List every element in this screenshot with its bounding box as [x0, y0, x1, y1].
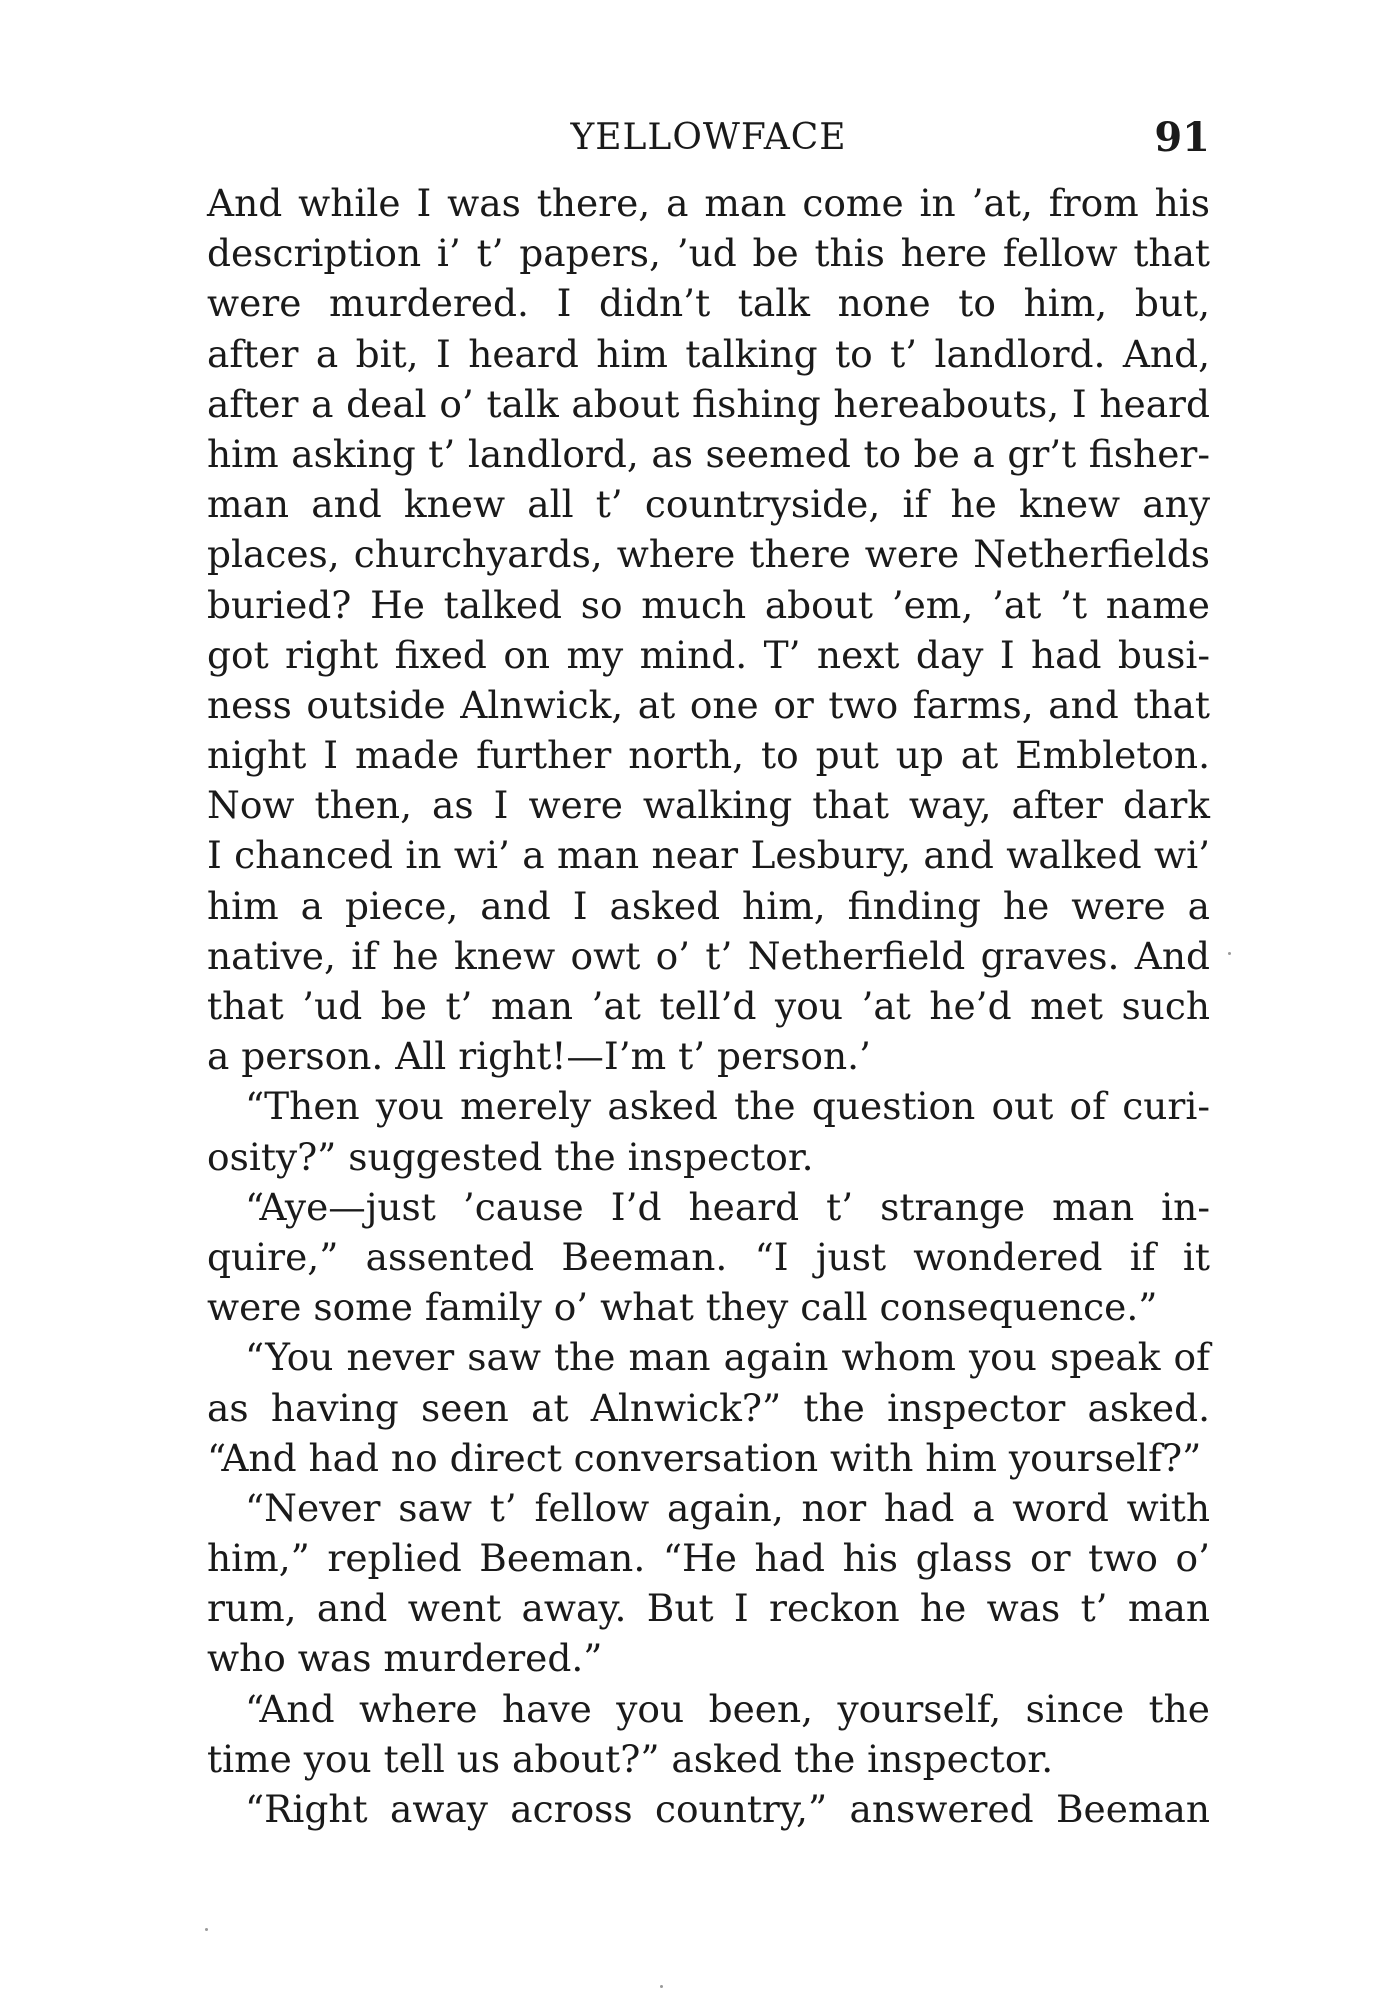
text-line: him asking t’ landlord, as seemed to be a gr’t fisher-	[207, 431, 1210, 476]
text-line: ness outside Alnwick, at one or two farms, and that	[207, 682, 1210, 727]
body-text	[207, 178, 1210, 1834]
text-line: that ’ud be t’ man ’at tell’d you ’at he’d met such	[207, 984, 1210, 1028]
text-line: “Then you merely asked the question out of curi-	[245, 1084, 1210, 1129]
text-line: him,” replied Beeman. “He had his glass or two o’	[207, 1536, 1210, 1581]
text-line: quire,” assented Beeman. “I just wondered if it	[207, 1234, 1210, 1279]
page-number: 91	[1154, 114, 1210, 161]
text-line: I chanced in wi’ a man near Lesbury, and walked wi’	[207, 833, 1210, 878]
text-line: “Aye—just ’cause I’d heard t’ strange man in-	[245, 1184, 1210, 1229]
text-line: night I made further north, to put up at Embleton.	[207, 733, 1210, 778]
text-line: description i’ t’ papers, ’ud be this here fellow that	[207, 231, 1210, 276]
text-line: “Never saw t’ fellow again, nor had a word with	[245, 1485, 1210, 1530]
text-line: were some family o’ what they call consequence.”	[207, 1285, 1158, 1330]
text-line: a person. All right!—I’m t’ person.’	[207, 1034, 871, 1079]
print-speck	[205, 1928, 208, 1931]
text-line: “And had no direct conversation with him yourself?”	[207, 1435, 1202, 1480]
text-line: “And where have you been, yourself, since the	[245, 1686, 1210, 1731]
text-line: after a bit, I heard him talking to t’ landlord. And,	[207, 331, 1210, 376]
text-line: were murdered. I didn’t talk none to him, but,	[207, 281, 1210, 326]
text-line: got right fixed on my mind. T’ next day I had busi-	[207, 632, 1210, 677]
text-line: rum, and went away. But I reckon he was t’ man	[207, 1586, 1210, 1631]
text-line: buried? He talked so much about ’em, ’at ’t name	[207, 582, 1210, 627]
text-line: him a piece, and I asked him, finding he were a	[207, 883, 1210, 928]
text-line: time you tell us about?” asked the inspector.	[207, 1736, 1054, 1781]
text-line: after a deal o’ talk about fishing hereabouts, I heard	[207, 381, 1210, 426]
text-line: osity?” suggested the inspector.	[207, 1134, 814, 1179]
print-speck	[1228, 952, 1231, 955]
text-line: “You never saw the man again whom you speak of	[245, 1335, 1210, 1380]
text-line: places, churchyards, where there were Netherfields	[207, 532, 1210, 577]
running-head	[207, 112, 1210, 164]
text-line: who was murdered.”	[207, 1636, 603, 1681]
text-line: as having seen at Alnwick?” the inspector asked.	[207, 1385, 1210, 1430]
text-line: “Right away across country,” answered Beeman	[245, 1787, 1210, 1831]
text-line: man and knew all t’ countryside, if he knew any	[207, 482, 1210, 527]
text-line: native, if he knew owt o’ t’ Netherfield graves. And	[207, 933, 1210, 978]
text-line: And while I was there, a man come in ’at, from his	[207, 181, 1210, 225]
print-speck	[660, 1985, 663, 1988]
running-title: YELLOWFACE	[570, 117, 847, 158]
text-line: Now then, as I were walking that way, after dark	[207, 783, 1210, 828]
